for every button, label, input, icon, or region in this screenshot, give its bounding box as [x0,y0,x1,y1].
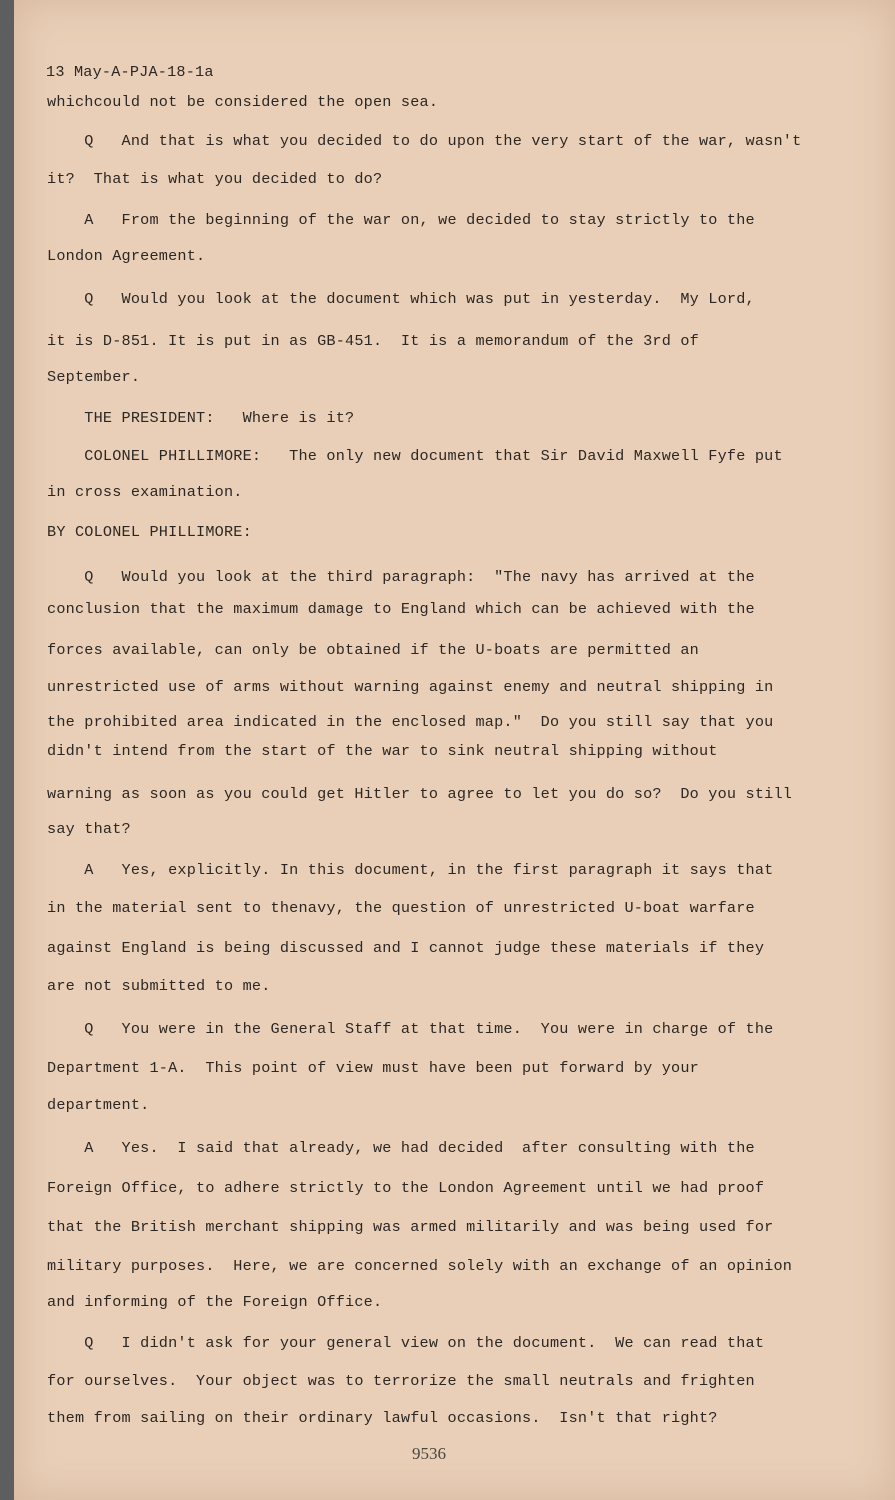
text-line: BY COLONEL PHILLIMORE: [47,523,252,541]
text-line: the prohibited area indicated in the enclosed map." Do you still say that you [47,713,774,731]
text-line: against England is being discussed and I cannot judge these materials if they [47,939,765,957]
text-line: it? That is what you decided to do? [47,170,383,188]
text-line: are not submitted to me. [47,977,271,995]
text-line: London Agreement. [47,247,206,265]
text-line: Q I didn't ask for your general view on the document. We can read that [47,1334,765,1352]
text-line: A Yes, explicitly. In this document, in the first paragraph it says that [47,861,774,879]
text-line: forces available, can only be obtained if the U-boats are permitted an [47,641,699,659]
text-line: Foreign Office, to adhere strictly to the London Agreement until we had proof [47,1179,765,1197]
text-line: conclusion that the maximum damage to England which can be achieved with the [47,600,755,618]
text-line: Department 1-A. This point of view must have been put forward by your [47,1059,699,1077]
text-line: THE PRESIDENT: Where is it? [47,409,355,427]
text-line: unrestricted use of arms without warning against enemy and neutral shipping in [47,678,774,696]
text-line: whichcould not be considered the open sea. [47,93,439,111]
text-line: A Yes. I said that already, we had decided after consulting with the [47,1139,755,1157]
text-line: and informing of the Foreign Office. [47,1293,383,1311]
text-line: Q You were in the General Staff at that time. You were in charge of the [47,1020,774,1038]
text-line: department. [47,1096,150,1114]
text-line: that the British merchant shipping was armed militarily and was being used for [47,1218,774,1236]
text-line: in the material sent to thenavy, the question of unrestricted U-boat warfare [47,899,755,917]
document-page [14,0,895,1500]
text-line: September. [47,368,141,386]
text-line: warning as soon as you could get Hitler to agree to let you do so? Do you still [47,785,793,803]
page-number: 9536 [412,1444,446,1463]
text-line: Q And that is what you decided to do upon the very start of the war, wasn't [47,132,802,150]
text-line: it is D-851. It is put in as GB-451. It is a memorandum of the 3rd of [47,332,699,350]
text-line: A From the beginning of the war on, we decided to stay strictly to the [47,211,755,229]
page-header: 13 May-A-PJA-18-1a [46,63,214,81]
text-line: Q Would you look at the third paragraph: "The navy has arrived at the [47,568,755,586]
text-line: military purposes. Here, we are concerned solely with an exchange of an opinion [47,1257,793,1275]
text-line: Q Would you look at the document which was put in yesterday. My Lord, [47,290,755,308]
text-line: them from sailing on their ordinary lawful occasions. Isn't that right? [47,1409,718,1427]
text-line: didn't intend from the start of the war to sink neutral shipping without [47,742,718,760]
text-line: COLONEL PHILLIMORE: The only new document that Sir David Maxwell Fyfe put [47,447,783,465]
text-line: for ourselves. Your object was to terrorize the small neutrals and frighten [47,1372,755,1390]
text-line: in cross examination. [47,483,243,501]
text-line: say that? [47,820,131,838]
